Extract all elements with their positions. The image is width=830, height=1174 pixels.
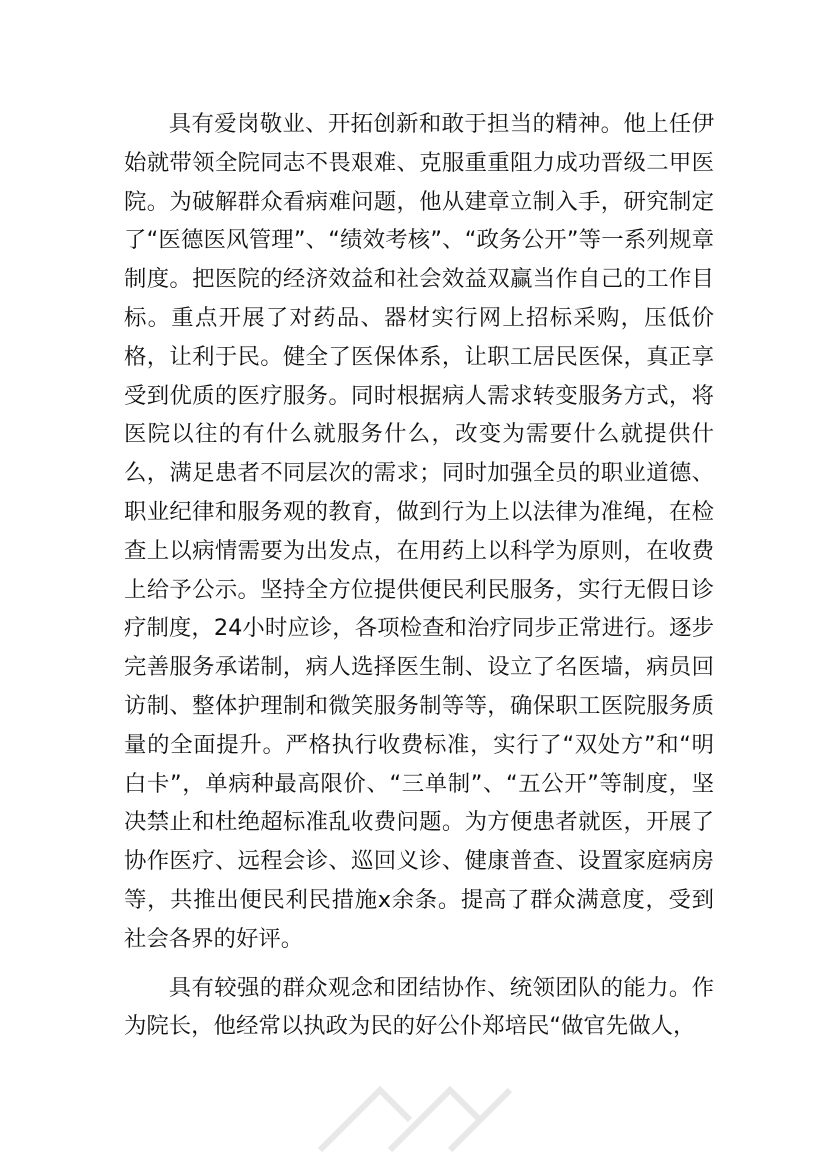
document-body: [124, 105, 714, 1056]
paragraph-1: 具有爱岗敬业、开拓创新和敢于担当的精神。他上任伊始就带领全院同志不畏艰难、克服重重阻力成功晋级二甲医院。为破解群众看病难问题，他从建章立制入手，研究制定了“医德医风管理”、“绩效考核”、“政务公开”等一系列规章制度。把医院的经济效益和社会效益双赢当作自己的工作目标。重点开展了对药品、器材实行网上招标采购，压低价格，让利于民。健全了医保体系，让职工居民医保，真正享受到优质的医疗服务。同时根据病人需求转变服务方式，将医院以往的有什么就服务什么，改变为需要什么就提供什么，满足患者不同层次的需求；同时加强全员的职业道德、职业纪律和服务观的教育，做到行为上以法律为准绳，在检查上以病情需要为出发点，在用药上以科学为原则，在收费上给予公示。坚持全方位提供便民利民服务，实行无假日诊疗制度，24小时应诊，各项检查和治疗同步正常进行。逐步完善服务承诺制，病人选择医生制、设立了名医墙，病员回访制、整体护理制和微笑服务制等等，确保职工医院服务质量的全面提升。严格执行收费标准，实行了“双处方”和“明白卡”，单病种最高限价、“三单制”、“五公开”等制度，坚决禁止和杜绝超标准乱收费问题。为方便患者就医，开展了协作医疗、远程会诊、巡回义诊、健康普查、设置家庭病房等，共推出便民利民措施x余条。提高了群众满意度，受到社会各界的好评。: [124, 111, 714, 952]
watermark-logo: [300, 1040, 540, 1160]
paragraph-2: 具有较强的群众观念和团结协作、统领团队的能力。作为院长，他经常以执政为民的好公仆郑培民“做官先做人，: [124, 974, 714, 1040]
